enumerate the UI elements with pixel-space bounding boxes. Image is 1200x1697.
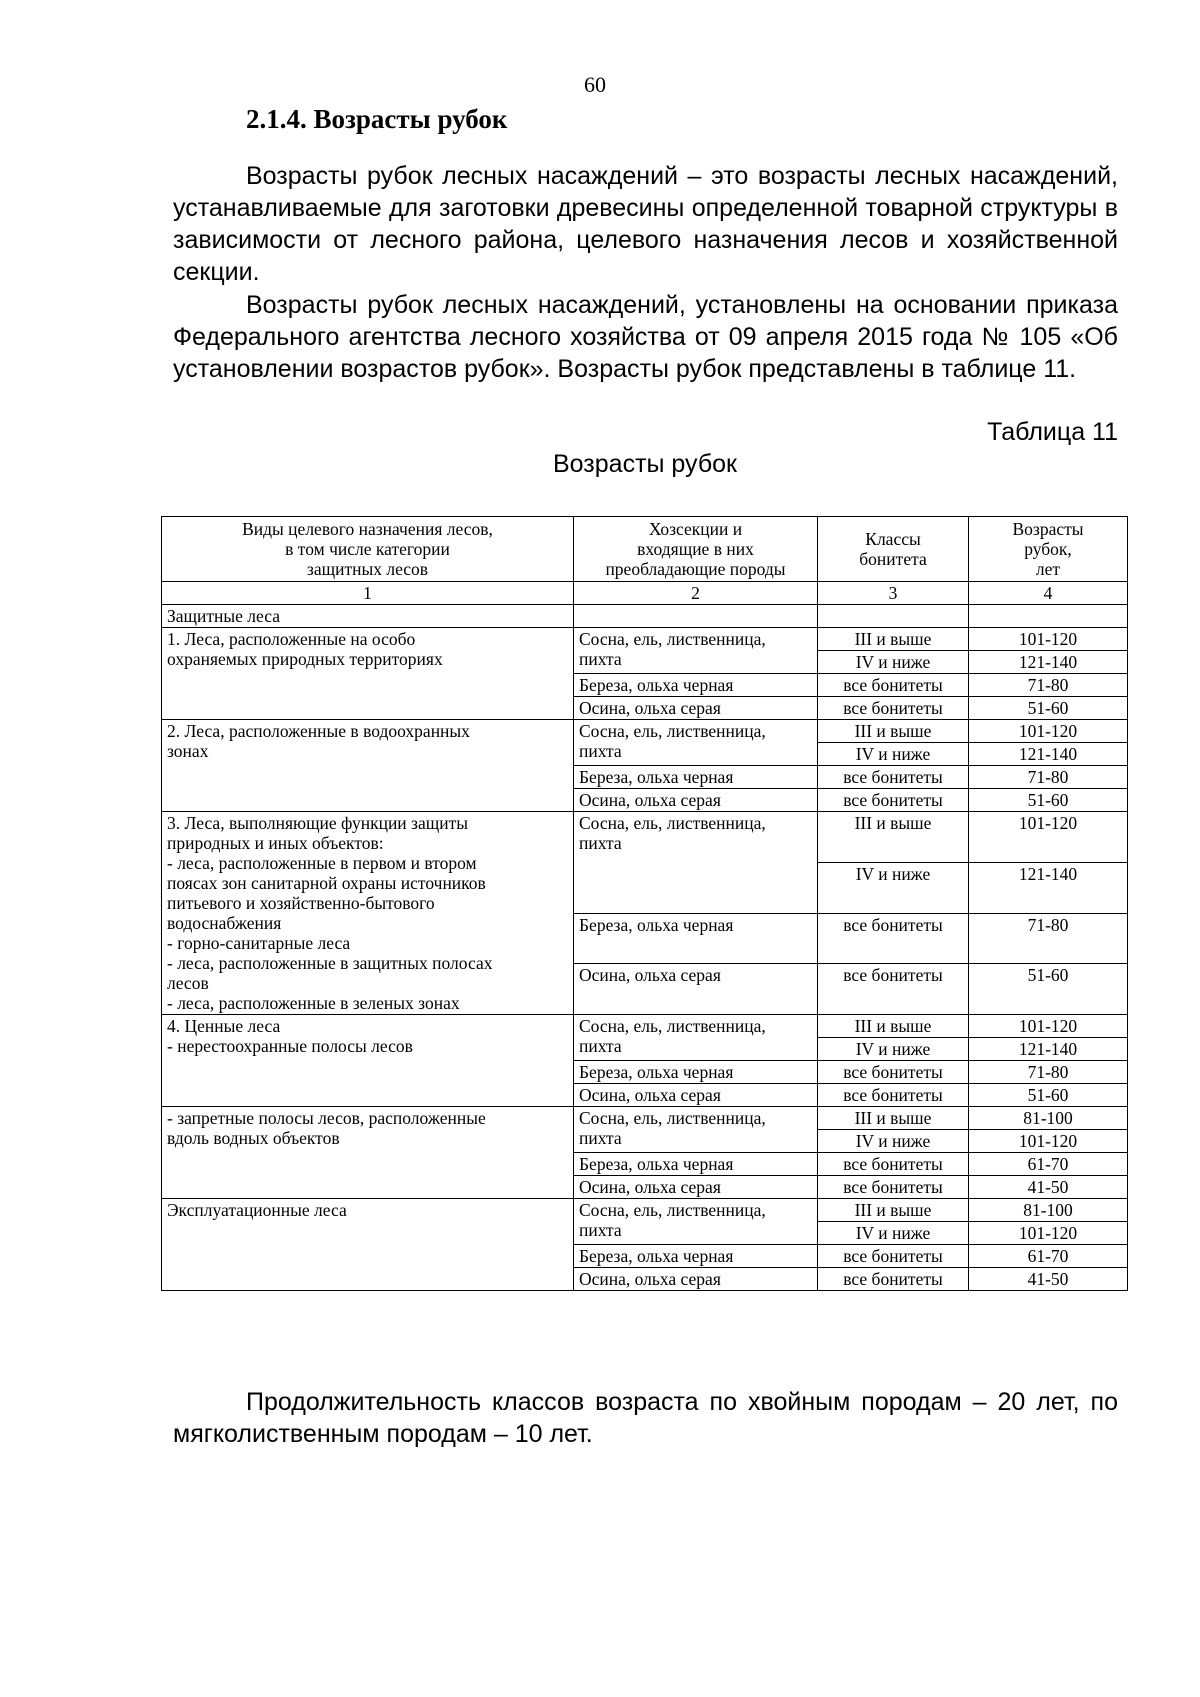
- cutting-age: 71-80: [969, 766, 1128, 789]
- cutting-age: 101-120: [969, 812, 1128, 863]
- species-line: пихта: [579, 649, 622, 669]
- empty-cell: [574, 605, 818, 628]
- species-line: Сосна, ель, лиственница,: [579, 1200, 766, 1220]
- section-heading: 2.1.4. Возрасты рубок: [246, 104, 508, 134]
- species-aspen: Осина, ольха серая: [574, 697, 818, 720]
- forest-category-line: - нерестоохранные полосы лесов: [167, 1036, 413, 1056]
- bonitet-class: все бонитеты: [818, 789, 969, 812]
- intro-paragraph: Возрасты рубок лесных насаждений – это возрасты лесных насаждений, устанавливаемые для заготовки древесины определенной товарной структуры в зависимости от лесного района, целевого назначения лесов и хозяйственной секции.: [173, 162, 1118, 286]
- bonitet-class: III и выше: [818, 1015, 969, 1038]
- column-number: 1: [162, 582, 574, 605]
- table-row: [162, 628, 1128, 651]
- cutting-age: 101-120: [969, 1015, 1128, 1038]
- cutting-age: 41-50: [969, 1176, 1128, 1199]
- cutting-age: 71-80: [969, 1061, 1128, 1084]
- species-birch: Береза, ольха черная: [574, 674, 818, 697]
- species-aspen: Осина, ольха серая: [574, 964, 818, 1015]
- forest-category-line: - леса, расположенные в зеленых зонах: [167, 993, 460, 1013]
- cutting-age: 51-60: [969, 964, 1128, 1015]
- cutting-age: 101-120: [969, 1130, 1128, 1153]
- bonitet-class: все бонитеты: [818, 674, 969, 697]
- table-row: [162, 720, 1128, 743]
- header-line: бонитета: [859, 549, 927, 569]
- forest-category: [162, 628, 574, 720]
- bonitet-class: все бонитеты: [818, 1153, 969, 1176]
- forest-category-line: 2. Леса, расположенные в водоохранных: [167, 721, 470, 741]
- forest-category: [162, 1199, 574, 1291]
- species-conifer: [574, 628, 818, 674]
- cutting-age: 51-60: [969, 1084, 1128, 1107]
- bonitet-class: все бонитеты: [818, 1245, 969, 1268]
- species-birch: Береза, ольха черная: [574, 1153, 818, 1176]
- species-line: Сосна, ель, лиственница,: [579, 629, 766, 649]
- cutting-age: 51-60: [969, 697, 1128, 720]
- table-row: [162, 812, 1128, 863]
- bonitet-class: III и выше: [818, 1199, 969, 1222]
- forest-category-line: охраняемых природных территориях: [167, 649, 443, 669]
- cutting-age: 51-60: [969, 789, 1128, 812]
- bonitet-class: III и выше: [818, 1107, 969, 1130]
- forest-category-line: водоснабжения: [167, 913, 282, 933]
- bonitet-class: IV и ниже: [818, 651, 969, 674]
- forest-category-line: - леса, расположенные в защитных полосах: [167, 953, 493, 973]
- species-aspen: Осина, ольха серая: [574, 1084, 818, 1107]
- cutting-age: 71-80: [969, 913, 1128, 964]
- forest-category-line: поясах зон санитарной охраны источников: [167, 873, 486, 893]
- bonitet-class: III и выше: [818, 628, 969, 651]
- header-line: Хозсекции и: [648, 519, 743, 539]
- cutting-age: 81-100: [969, 1107, 1128, 1130]
- protective-forests-row: [162, 605, 1128, 628]
- cutting-age: 41-50: [969, 1268, 1128, 1291]
- forest-category-line: питьевого и хозяйственно-бытового: [167, 893, 435, 913]
- cutting-age: 121-140: [969, 862, 1128, 913]
- species-line: Сосна, ель, лиственница,: [579, 1108, 766, 1128]
- table-title: Возрасты рубок: [553, 450, 737, 478]
- header-line: преобладающие породы: [605, 559, 786, 579]
- species-aspen: Осина, ольха серая: [574, 789, 818, 812]
- forest-category-line: 3. Леса, выполняющие функции защиты: [167, 813, 468, 833]
- forest-category: [162, 720, 574, 812]
- species-line: пихта: [579, 741, 622, 761]
- table-row: [162, 1015, 1128, 1038]
- table-label: Таблица 11: [987, 418, 1118, 446]
- cutting-age: 101-120: [969, 628, 1128, 651]
- cutting-age: 101-120: [969, 720, 1128, 743]
- bonitet-class: IV и ниже: [818, 1038, 969, 1061]
- cutting-age: 61-70: [969, 1245, 1128, 1268]
- forest-category: [162, 1107, 574, 1199]
- bonitet-class: все бонитеты: [818, 697, 969, 720]
- bonitet-class: IV и ниже: [818, 862, 969, 913]
- forest-category-line: вдоль водных объектов: [167, 1128, 340, 1148]
- bonitet-class: IV и ниже: [818, 1130, 969, 1153]
- bonitet-class: IV и ниже: [818, 1222, 969, 1245]
- header-line: в том числе категории: [285, 539, 450, 559]
- species-line: пихта: [579, 1036, 622, 1056]
- bonitet-class: III и выше: [818, 720, 969, 743]
- species-conifer: [574, 720, 818, 766]
- protective-forests-label: Защитные леса: [162, 605, 574, 628]
- species-conifer: [574, 1199, 818, 1245]
- header-line: Виды целевого назначения лесов,: [242, 519, 493, 539]
- forest-category: [162, 1015, 574, 1107]
- forest-category-line: - леса, расположенные в первом и втором: [167, 853, 477, 873]
- cutting-age: 121-140: [969, 743, 1128, 766]
- species-birch: Береза, ольха черная: [574, 1245, 818, 1268]
- forest-category-line: 4. Ценные леса: [167, 1016, 281, 1036]
- header-cutting-ages: [969, 517, 1128, 582]
- forest-category-line: природных и иных объектов:: [167, 833, 384, 853]
- table-row: [162, 1199, 1128, 1222]
- closing-paragraph: Продолжительность классов возраста по хвойным породам – 20 лет, по мягколиственным породам – 10 лет.: [173, 1388, 1118, 1448]
- species-conifer: [574, 812, 818, 914]
- bonitet-class: все бонитеты: [818, 1268, 969, 1291]
- species-birch: Береза, ольха черная: [574, 766, 818, 789]
- column-number-row: [162, 582, 1128, 605]
- forest-category-line: Эксплуатационные леса: [167, 1200, 347, 1220]
- header-line: рубок,: [1024, 539, 1072, 559]
- cutting-age: 121-140: [969, 651, 1128, 674]
- species-line: Сосна, ель, лиственница,: [579, 813, 766, 833]
- header-line: защитных лесов: [306, 559, 429, 579]
- forest-category-line: лесов: [167, 973, 209, 993]
- species-line: Сосна, ель, лиственница,: [579, 1016, 766, 1036]
- species-line: Сосна, ель, лиственница,: [579, 721, 766, 741]
- species-birch: Береза, ольха черная: [574, 913, 818, 964]
- header-forest-purpose: [162, 517, 574, 582]
- forest-category-line: зонах: [167, 741, 209, 761]
- bonitet-class: все бонитеты: [818, 1176, 969, 1199]
- cutting-age: 71-80: [969, 674, 1128, 697]
- header-economic-sections: [574, 517, 818, 582]
- bonitet-class: все бонитеты: [818, 1084, 969, 1107]
- bonitet-class: IV и ниже: [818, 743, 969, 766]
- bonitet-class: все бонитеты: [818, 766, 969, 789]
- order-paragraph: Возрасты рубок лесных насаждений, установлены на основании приказа Федерального агентства лесного хозяйства от 09 апреля 2015 года № 105 «Об установлении возрастов рубок». Возрасты рубок представлены в таблице 11.: [173, 291, 1118, 383]
- header-line: входящие в них: [637, 539, 754, 559]
- cutting-age: 101-120: [969, 1222, 1128, 1245]
- page-number: 60: [584, 72, 606, 97]
- header-line: Классы: [865, 529, 921, 549]
- forest-category-line: 1. Леса, расположенные на особо: [167, 629, 416, 649]
- species-conifer: [574, 1107, 818, 1153]
- table-row: [162, 1107, 1128, 1130]
- empty-cell: [969, 605, 1128, 628]
- header-bonitet-classes: [818, 517, 969, 582]
- bonitet-class: все бонитеты: [818, 964, 969, 1015]
- bonitet-class: все бонитеты: [818, 1061, 969, 1084]
- species-aspen: Осина, ольха серая: [574, 1176, 818, 1199]
- species-conifer: [574, 1015, 818, 1061]
- cutting-ages-table: [161, 516, 1128, 1291]
- species-birch: Береза, ольха черная: [574, 1061, 818, 1084]
- header-line: Возрасты: [1012, 519, 1084, 539]
- species-line: пихта: [579, 1128, 622, 1148]
- column-number: 3: [818, 582, 969, 605]
- empty-cell: [818, 605, 969, 628]
- bonitet-class: III и выше: [818, 812, 969, 863]
- species-aspen: Осина, ольха серая: [574, 1268, 818, 1291]
- column-number: 2: [574, 582, 818, 605]
- cutting-age: 81-100: [969, 1199, 1128, 1222]
- cutting-age: 121-140: [969, 1038, 1128, 1061]
- bonitet-class: все бонитеты: [818, 913, 969, 964]
- header-line: лет: [1035, 559, 1061, 579]
- table-header-row: [162, 517, 1128, 582]
- species-line: пихта: [579, 833, 622, 853]
- cutting-age: 61-70: [969, 1153, 1128, 1176]
- forest-category-line: - горно-санитарные леса: [167, 933, 351, 953]
- forest-category: [162, 812, 574, 1015]
- species-line: пихта: [579, 1220, 622, 1240]
- column-number: 4: [969, 582, 1128, 605]
- forest-category-line: - запретные полосы лесов, расположенные: [167, 1108, 486, 1128]
